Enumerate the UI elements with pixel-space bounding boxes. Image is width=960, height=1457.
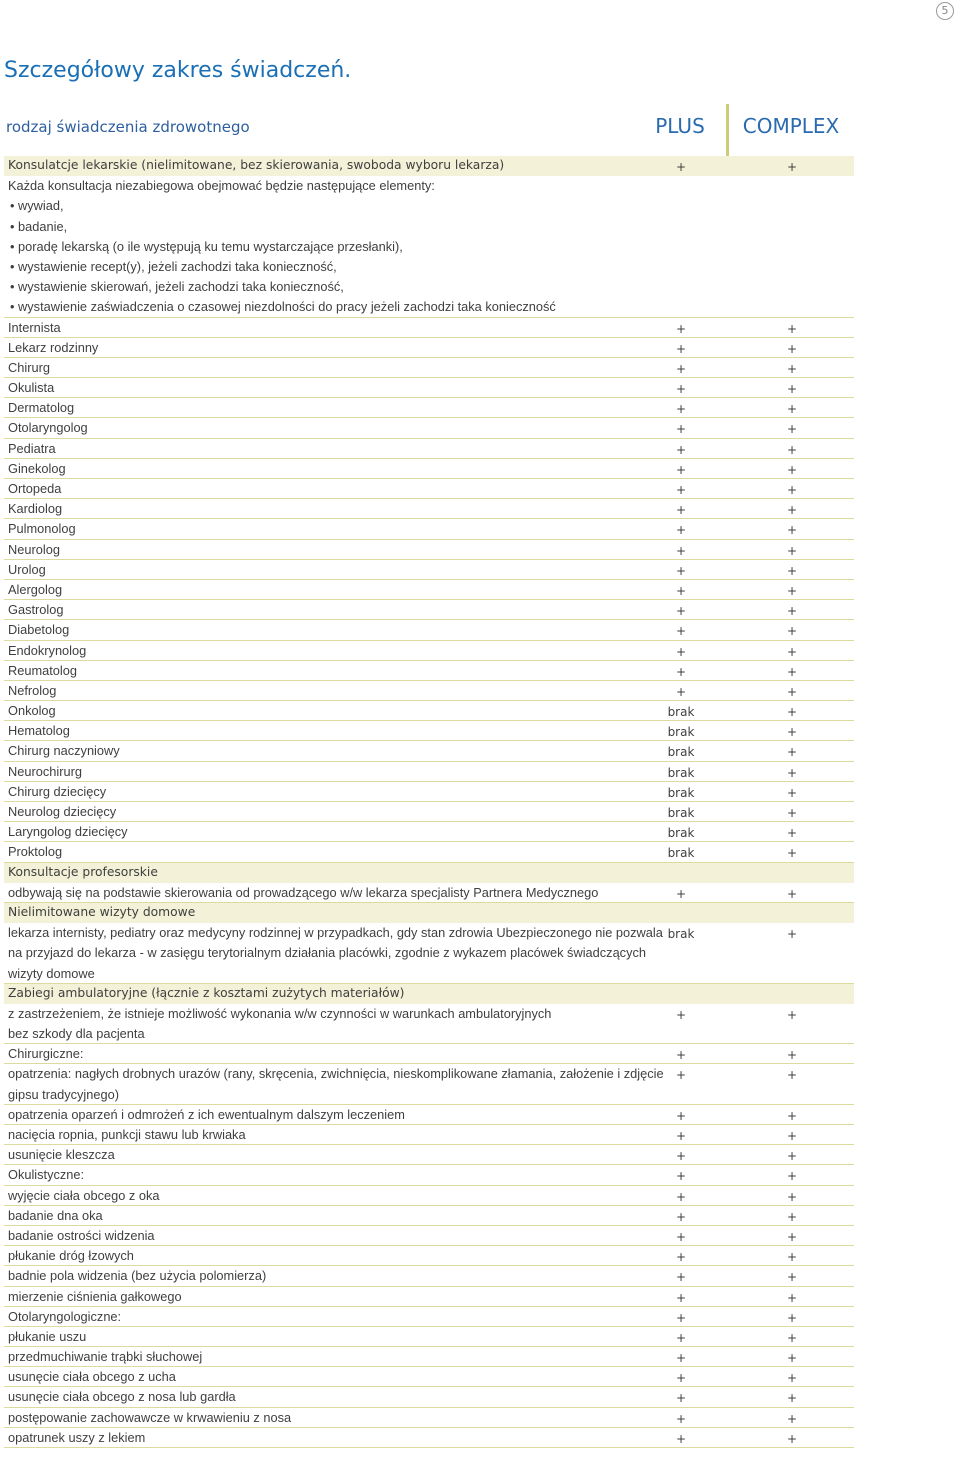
complex-value: + bbox=[786, 705, 798, 720]
table-row bbox=[4, 883, 854, 903]
row-label: Otolaryngolog bbox=[8, 420, 88, 436]
complex-value: + bbox=[786, 664, 798, 679]
table-row bbox=[4, 358, 854, 378]
row-label: • wywiad, bbox=[10, 198, 64, 214]
column-header-service-type: rodzaj świadczenia zdrowotnego bbox=[6, 118, 250, 136]
complex-value: + bbox=[786, 624, 798, 639]
row-label: wizyty domowe bbox=[8, 965, 95, 981]
complex-value: + bbox=[786, 402, 798, 417]
plus-value: + bbox=[675, 382, 687, 397]
plus-value: brak bbox=[667, 927, 695, 942]
row-label: • wystawienie skierowań, jeżeli zachodzi taka konieczność, bbox=[10, 279, 344, 295]
plus-value: + bbox=[675, 1007, 687, 1022]
row-label: Onkolog bbox=[8, 703, 56, 719]
row-label: Laryngolog dziecięcy bbox=[8, 824, 128, 840]
table-row bbox=[4, 641, 854, 661]
plus-value: + bbox=[675, 1189, 687, 1204]
complex-value: + bbox=[786, 1391, 798, 1406]
column-header-plus: PLUS bbox=[655, 114, 705, 138]
row-label: Urolog bbox=[8, 561, 46, 577]
row-label: Internista bbox=[8, 319, 61, 335]
table-row bbox=[4, 297, 854, 317]
row-label: wyjęcie ciała obcego z oka bbox=[8, 1187, 160, 1203]
row-label: Hematolog bbox=[8, 723, 70, 739]
table-row bbox=[4, 964, 854, 984]
plus-value: + bbox=[675, 1108, 687, 1123]
table-row bbox=[4, 277, 854, 297]
plus-value: + bbox=[675, 402, 687, 417]
row-label: opatrzenia oparzeń i odmrożeń z ich ewentualnym dalszym leczeniem bbox=[8, 1106, 405, 1122]
table-row bbox=[4, 1105, 854, 1125]
row-label: płukanie dróg łzowych bbox=[8, 1248, 134, 1264]
table-row bbox=[4, 499, 854, 519]
complex-value: + bbox=[786, 826, 798, 841]
row-label: Każda konsultacja niezabiegowa obejmować będzie następujące elementy: bbox=[8, 178, 435, 194]
table-row bbox=[4, 741, 854, 761]
row-label: badanie dna oka bbox=[8, 1207, 103, 1223]
table-row bbox=[4, 439, 854, 459]
row-label: Diabetolog bbox=[8, 622, 70, 638]
row-label: • wystawienie recept(y), jeżeli zachodzi taka konieczność, bbox=[10, 258, 337, 274]
page-number: 5 bbox=[936, 2, 954, 20]
plus-value: + bbox=[675, 483, 687, 497]
row-label: opatrzenia: nagłych drobnych urazów (rany, skręcenia, zwichnięcia, nieskomplikowane złamania, założenie i zdjęcie bbox=[8, 1066, 664, 1082]
complex-value: + bbox=[786, 684, 798, 699]
row-label: Endokrynolog bbox=[8, 642, 87, 658]
table-row bbox=[4, 1044, 854, 1064]
complex-value: + bbox=[786, 422, 798, 437]
complex-value: + bbox=[786, 1229, 798, 1244]
complex-value: + bbox=[786, 361, 798, 376]
table-row bbox=[4, 1125, 854, 1145]
complex-value: + bbox=[786, 1290, 798, 1305]
plus-value: brak bbox=[667, 785, 695, 800]
row-label: płukanie uszu bbox=[8, 1328, 87, 1344]
table-row bbox=[4, 1085, 854, 1105]
plus-value: brak bbox=[667, 765, 695, 780]
table-row bbox=[4, 802, 854, 822]
row-label: Chirurg dziecięcy bbox=[8, 783, 107, 799]
row-label: Kardiolog bbox=[8, 501, 63, 517]
plus-value: + bbox=[675, 442, 687, 457]
complex-value: + bbox=[786, 563, 798, 578]
complex-value: + bbox=[786, 1351, 798, 1366]
plus-value: + bbox=[675, 1310, 687, 1325]
complex-value: + bbox=[786, 341, 798, 356]
plus-value: + bbox=[675, 563, 687, 578]
row-label: Reumatolog bbox=[8, 662, 78, 678]
table-row bbox=[4, 580, 854, 600]
row-label: Ginekolog bbox=[8, 460, 66, 476]
table-row bbox=[4, 923, 854, 943]
table-row bbox=[4, 318, 854, 338]
plus-value: + bbox=[675, 1048, 687, 1063]
row-label: mierzenie ciśnienia gałkowego bbox=[8, 1288, 182, 1304]
table-row bbox=[4, 620, 854, 640]
table-row bbox=[4, 1327, 854, 1347]
complex-value: + bbox=[786, 1048, 798, 1063]
plus-value: + bbox=[675, 684, 687, 699]
plus-value: + bbox=[675, 1129, 687, 1143]
table-row bbox=[4, 378, 854, 398]
complex-value: + bbox=[786, 785, 798, 800]
table-row bbox=[4, 762, 854, 782]
table-row bbox=[4, 540, 854, 560]
column-header-complex: COMPLEX bbox=[742, 114, 840, 138]
row-label: Gastrolog bbox=[8, 602, 64, 618]
row-label: usunęcie ciała obcego z nosa lub gardła bbox=[8, 1389, 236, 1405]
complex-value: + bbox=[786, 745, 798, 760]
plus-value: + bbox=[675, 321, 687, 336]
table-row bbox=[4, 560, 854, 580]
row-label: • badanie, bbox=[10, 218, 68, 234]
row-label: nacięcia ropnia, punkcji stawu lub krwiaka bbox=[8, 1127, 246, 1142]
row-label: Okulistyczne: bbox=[8, 1167, 85, 1183]
plus-value: + bbox=[675, 1351, 687, 1366]
plus-value: + bbox=[675, 1229, 687, 1244]
plus-value: + bbox=[675, 1391, 687, 1406]
table-row bbox=[4, 701, 854, 721]
table-row bbox=[4, 196, 854, 216]
table-row bbox=[4, 1428, 854, 1448]
table-row bbox=[4, 1004, 854, 1024]
plus-value: + bbox=[675, 1431, 687, 1446]
row-label: Proktolog bbox=[8, 844, 63, 860]
complex-value: + bbox=[786, 321, 798, 336]
table-row bbox=[4, 721, 854, 741]
row-label: Ortopeda bbox=[8, 481, 62, 496]
plus-value: + bbox=[675, 664, 687, 679]
complex-value: + bbox=[786, 1108, 798, 1123]
benefits-table bbox=[4, 156, 854, 1448]
table-row bbox=[4, 681, 854, 701]
row-label: z zastrzeżeniem, że istnieje możliwość wykonania w/w czynności w warunkach ambulatoryjnych bbox=[8, 1005, 552, 1021]
table-row bbox=[4, 661, 854, 681]
complex-value: + bbox=[786, 1330, 798, 1345]
table-row bbox=[4, 1266, 854, 1286]
plus-value: + bbox=[675, 624, 687, 639]
row-label: lekarza internisty, pediatry oraz medycyny rodzinnej w przypadkach, gdy stan zdrowia Ubezpieczonego nie pozwala bbox=[8, 925, 663, 941]
table-row bbox=[4, 519, 854, 539]
plus-value: + bbox=[675, 361, 687, 376]
plus-value: brak bbox=[667, 806, 695, 820]
table-row bbox=[4, 822, 854, 842]
row-label: Nielimitowane wizyty domowe bbox=[8, 904, 196, 919]
row-label: Alergolog bbox=[8, 581, 63, 597]
row-label: • poradę lekarską (o ile występują ku temu wystarczające przesłanki), bbox=[10, 238, 403, 254]
table-row bbox=[4, 1347, 854, 1367]
plus-value: brak bbox=[667, 846, 695, 861]
row-label: gipsu tradycyjnego) bbox=[8, 1086, 119, 1102]
plus-value: + bbox=[675, 1250, 687, 1265]
table-row bbox=[4, 338, 854, 358]
row-label: przedmuchiwanie trąbki słuchowej bbox=[8, 1349, 203, 1365]
row-label: Pulmonolog bbox=[8, 521, 76, 537]
row-label: Konsultacje profesorskie bbox=[8, 864, 158, 879]
row-label: Chirurg bbox=[8, 359, 50, 375]
row-label: Dermatolog bbox=[8, 400, 75, 416]
plus-value: + bbox=[675, 462, 687, 477]
plus-value: + bbox=[675, 1330, 687, 1345]
table-row bbox=[4, 257, 854, 277]
table-row bbox=[4, 176, 854, 196]
table-row bbox=[4, 1307, 854, 1327]
plus-value: + bbox=[675, 604, 687, 619]
table-row bbox=[4, 1387, 854, 1407]
complex-value: + bbox=[786, 1189, 798, 1204]
table-row bbox=[4, 943, 854, 963]
complex-value: + bbox=[786, 765, 798, 780]
table-row bbox=[4, 984, 854, 1004]
complex-value: + bbox=[786, 886, 798, 901]
complex-value: + bbox=[786, 503, 798, 518]
complex-value: + bbox=[786, 846, 798, 861]
plus-value: + bbox=[675, 1411, 687, 1426]
page-title: Szczegółowy zakres świadczeń. bbox=[4, 58, 352, 83]
row-label: Chirurgiczne: bbox=[8, 1046, 84, 1062]
complex-value: + bbox=[786, 1310, 798, 1325]
complex-value: + bbox=[786, 644, 798, 659]
table-row bbox=[4, 1408, 854, 1428]
plus-value: + bbox=[675, 1169, 687, 1184]
row-label: Neurolog dziecięcy bbox=[8, 804, 117, 819]
complex-value: + bbox=[786, 1371, 798, 1386]
plus-value: + bbox=[675, 1371, 687, 1386]
table-row bbox=[4, 782, 854, 802]
plus-value: + bbox=[675, 644, 687, 659]
plus-value: + bbox=[675, 1149, 687, 1164]
row-label: opatrunek uszy z lekiem bbox=[8, 1429, 146, 1445]
table-row bbox=[4, 1145, 854, 1165]
table-row bbox=[4, 418, 854, 438]
row-label: Zabiegi ambulatoryjne (łącznie z kosztami zużytych materiałów) bbox=[8, 985, 405, 1000]
plus-value: + bbox=[675, 583, 687, 598]
complex-value: + bbox=[786, 1149, 798, 1164]
plus-value: + bbox=[675, 1290, 687, 1305]
plus-value: + bbox=[675, 503, 687, 518]
table-row bbox=[4, 479, 854, 499]
table-row bbox=[4, 1287, 854, 1307]
table-row bbox=[4, 863, 854, 883]
table-row bbox=[4, 156, 854, 176]
row-label: odbywają się na podstawie skierowania od prowadzącego w/w lekarza specjalisty Partnera Medycznego bbox=[8, 884, 599, 900]
table-row bbox=[4, 217, 854, 237]
table-row bbox=[4, 903, 854, 923]
row-label: bez szkody dla pacjenta bbox=[8, 1026, 145, 1042]
row-label: Konsulatcje lekarskie (nielimitowane, bez skierowania, swoboda wyboru lekarza) bbox=[8, 158, 505, 172]
complex-value: + bbox=[786, 543, 798, 558]
plus-value: + bbox=[675, 422, 687, 437]
table-row bbox=[4, 1165, 854, 1185]
table-row bbox=[4, 842, 854, 862]
row-label: • wystawienie zaświadczenia o czasowej niezdolności do pracy jeżeli zachodzi taka konieczność bbox=[10, 299, 556, 315]
complex-value: + bbox=[786, 1007, 798, 1022]
complex-value: + bbox=[786, 1129, 798, 1143]
plus-value: + bbox=[675, 1209, 687, 1224]
complex-value: + bbox=[786, 604, 798, 619]
row-label: usunęcie ciała obcego z ucha bbox=[8, 1369, 176, 1385]
row-label: Chirurg naczyniowy bbox=[8, 743, 120, 759]
complex-value: + bbox=[786, 583, 798, 598]
plus-value: + bbox=[675, 341, 687, 356]
row-label: Neurolog bbox=[8, 541, 60, 557]
plus-value: + bbox=[675, 523, 687, 538]
plus-value: + bbox=[675, 886, 687, 901]
table-row bbox=[4, 1064, 854, 1084]
table-row bbox=[4, 1367, 854, 1387]
plus-value: brak bbox=[667, 826, 695, 841]
row-label: badanie ostrości widzenia bbox=[8, 1227, 155, 1243]
complex-value: + bbox=[786, 1250, 798, 1265]
plus-value: brak bbox=[667, 705, 695, 720]
row-label: na przyjazd do lekarza - w zasięgu terytorialnym działania placówki, zgodnie z wykazem placówek świadczących bbox=[8, 945, 646, 961]
complex-value: + bbox=[786, 1270, 798, 1285]
complex-value: + bbox=[786, 523, 798, 538]
complex-value: + bbox=[786, 483, 798, 497]
plus-value: + bbox=[675, 1068, 687, 1083]
table-row bbox=[4, 398, 854, 418]
row-label: Lekarz rodzinny bbox=[8, 339, 99, 355]
plus-value: + bbox=[675, 160, 687, 174]
complex-value: + bbox=[786, 382, 798, 397]
complex-value: + bbox=[786, 1068, 798, 1083]
table-row bbox=[4, 600, 854, 620]
complex-value: + bbox=[786, 1169, 798, 1184]
row-label: Neurochirurg bbox=[8, 763, 82, 779]
row-label: Okulista bbox=[8, 380, 55, 396]
row-label: Nefrolog bbox=[8, 682, 57, 698]
row-label: badnie pola widzenia (bez użycia polomierza) bbox=[8, 1268, 267, 1284]
plus-value: + bbox=[675, 1270, 687, 1285]
row-label: usunięcie kleszcza bbox=[8, 1147, 115, 1163]
complex-value: + bbox=[786, 927, 798, 942]
table-row bbox=[4, 459, 854, 479]
table-row bbox=[4, 237, 854, 257]
row-label: Pediatra bbox=[8, 440, 56, 456]
complex-value: + bbox=[786, 806, 798, 820]
plus-value: brak bbox=[667, 745, 695, 760]
complex-value: + bbox=[786, 1209, 798, 1224]
table-row bbox=[4, 1186, 854, 1206]
plus-value: + bbox=[675, 543, 687, 558]
complex-value: + bbox=[786, 160, 798, 174]
complex-value: + bbox=[786, 1411, 798, 1426]
table-row bbox=[4, 1226, 854, 1246]
row-label: Otolaryngologiczne: bbox=[8, 1308, 122, 1324]
table-row bbox=[4, 1246, 854, 1266]
row-label: postępowanie zachowawcze w krwawieniu z nosa bbox=[8, 1409, 292, 1425]
complex-value: + bbox=[786, 442, 798, 457]
complex-value: + bbox=[786, 725, 798, 740]
table-row bbox=[4, 1024, 854, 1044]
table-row bbox=[4, 1206, 854, 1226]
plus-value: brak bbox=[667, 725, 695, 740]
complex-value: + bbox=[786, 1431, 798, 1446]
complex-value: + bbox=[786, 462, 798, 477]
